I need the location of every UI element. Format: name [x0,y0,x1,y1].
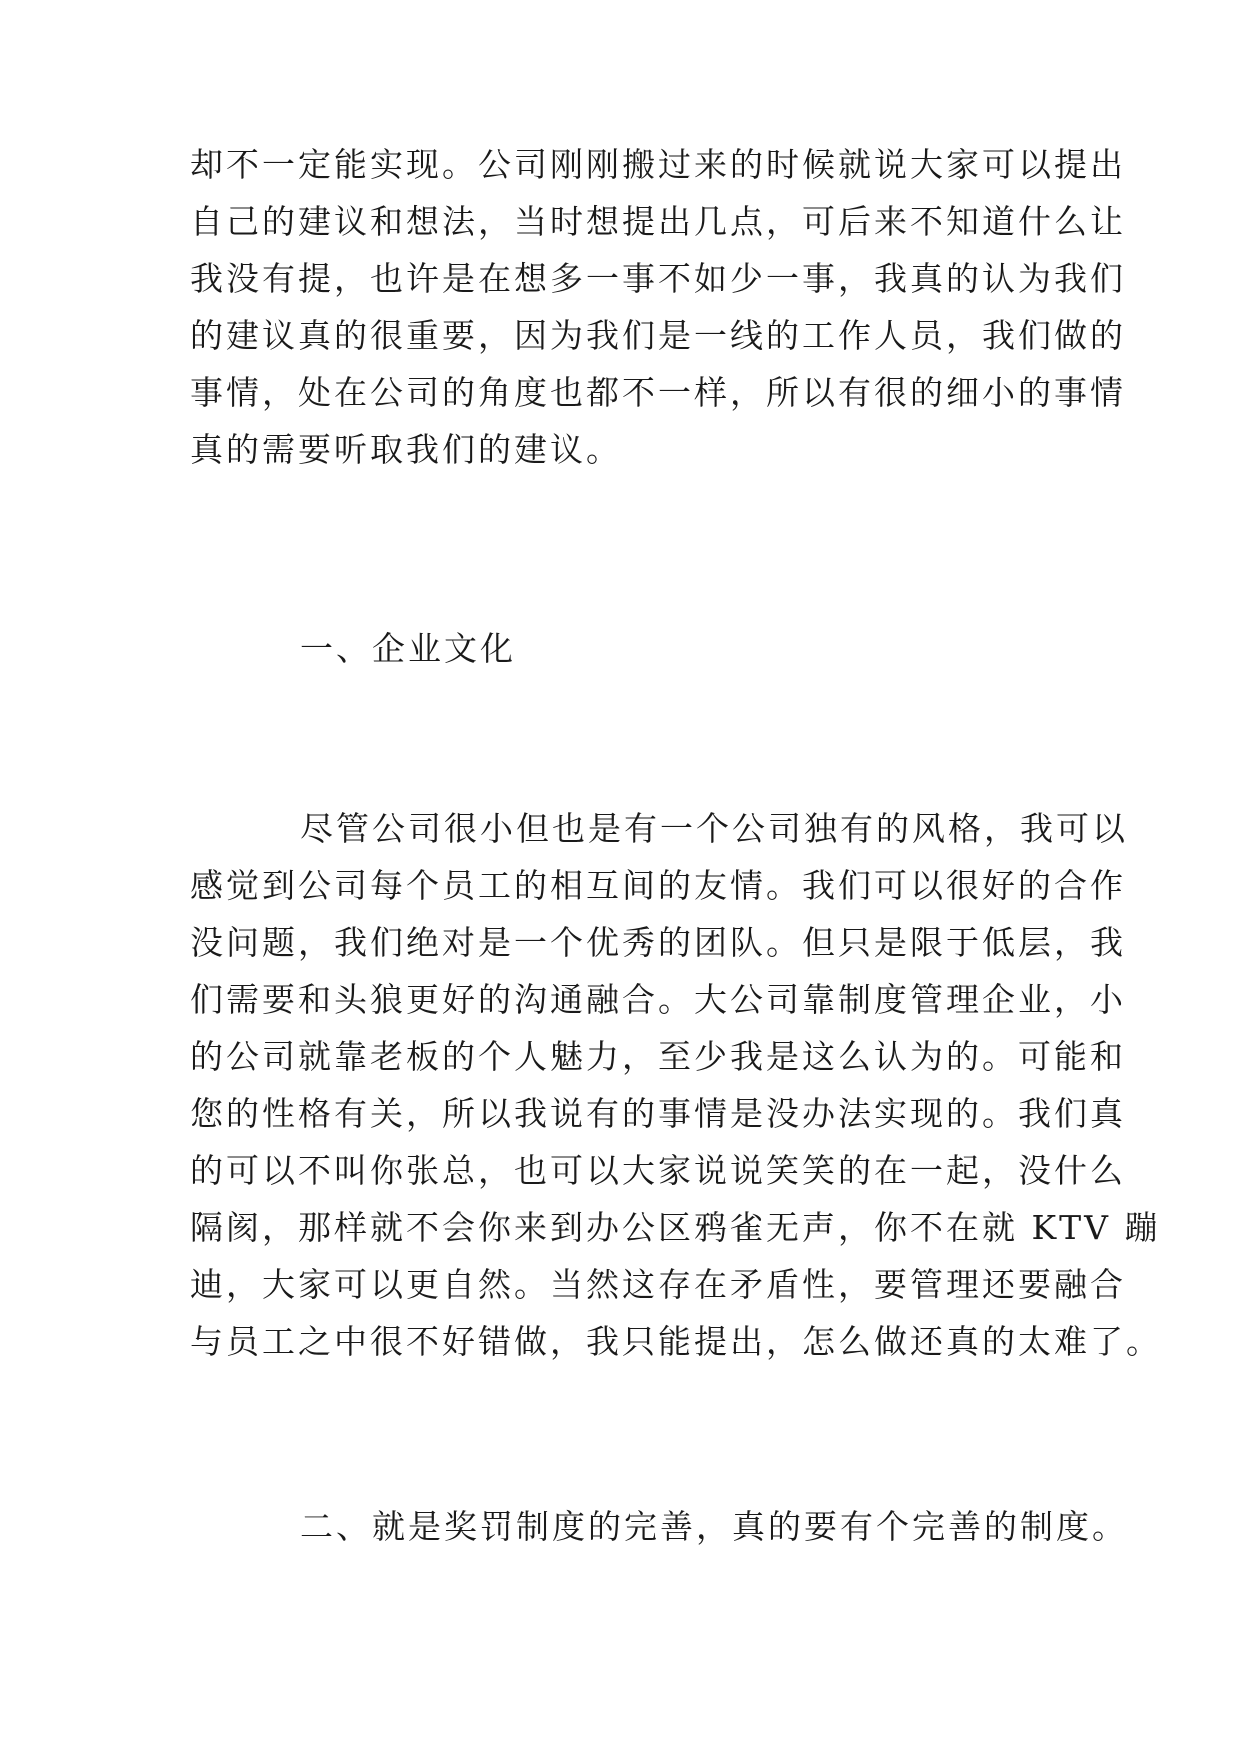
section-heading-2: 二、就是奖罚制度的完善，真的要有个完善的制度。 [300,1507,1128,1546]
paragraph-1-line-5: 事情，处在公司的角度也都不一样，所以有很的细小的事情 [190,373,1126,412]
paragraph-2-line-5: 的公司就靠老板的个人魅力，至少我是这么认为的。可能和 [190,1037,1126,1076]
paragraph-2-line-9: 迪，大家可以更自然。当然这存在矛盾性，要管理还要融合 [190,1265,1126,1304]
paragraph-2-line-6: 您的性格有关，所以我说有的事情是没办法实现的。我们真 [190,1094,1126,1133]
paragraph-1-line-3: 我没有提，也许是在想多一事不如少一事，我真的认为我们 [190,259,1126,298]
paragraph-1-line-2: 自己的建议和想法，当时想提出几点，可后来不知道什么让 [190,202,1126,241]
paragraph-2-line-10: 与员工之中很不好错做，我只能提出，怎么做还真的太难了。 [190,1322,1162,1361]
paragraph-1-line-1: 却不一定能实现。公司刚刚搬过来的时候就说大家可以提出 [190,145,1126,184]
paragraph-1-line-6: 真的需要听取我们的建议。 [190,430,622,469]
paragraph-2-line-2: 感觉到公司每个员工的相互间的友情。我们可以很好的合作 [190,866,1126,905]
paragraph-2-line-8: 隔阂，那样就不会你来到办公区鸦雀无声，你不在就 KTV 蹦 [190,1208,1161,1247]
paragraph-2-line-1: 尽管公司很小但也是有一个公司独有的风格，我可以 [300,809,1128,848]
paragraph-1-line-4: 的建议真的很重要，因为我们是一线的工作人员，我们做的 [190,316,1126,355]
paragraph-2-line-7: 的可以不叫你张总，也可以大家说说笑笑的在一起，没什么 [190,1151,1126,1190]
paragraph-2-line-4: 们需要和头狼更好的沟通融合。大公司靠制度管理企业，小 [190,980,1126,1019]
paragraph-2-line-3: 没问题，我们绝对是一个优秀的团队。但只是限于低层，我 [190,923,1126,962]
section-heading-1: 一、企业文化 [300,629,516,668]
